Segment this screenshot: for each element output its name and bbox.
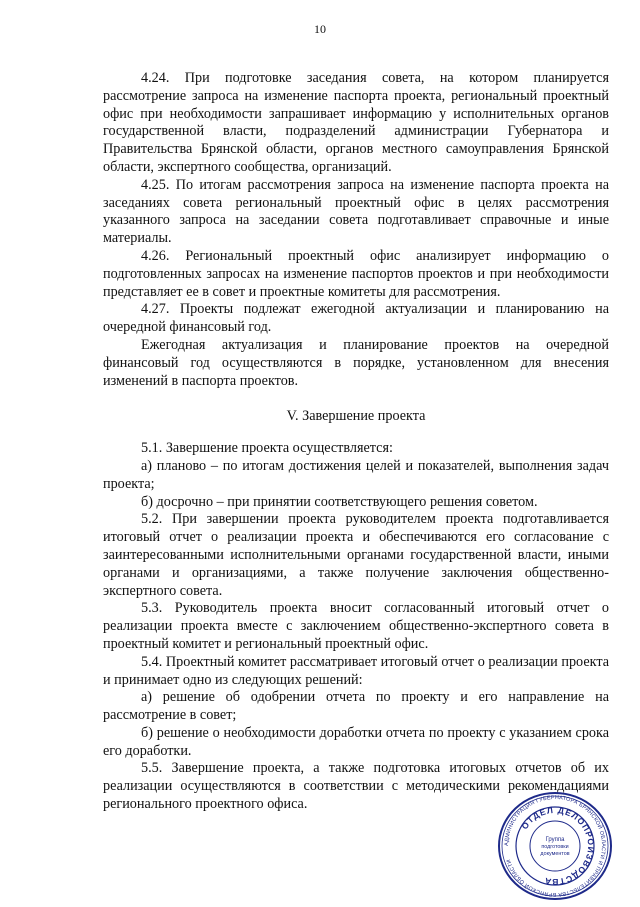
paragraph-5-4-a: а) решение об одобрении отчета по проекту и его направление на рассмотрение в совет; bbox=[103, 689, 609, 724]
office-stamp bbox=[495, 790, 615, 902]
paragraph-5-1-a: а) планово – по итогам достижения целей и показателей, выполнения задач проекта; bbox=[103, 457, 609, 492]
paragraph-4-26: 4.26. Региональный проектный офис анализирует информацию о подготовленных запросах на изменение паспортов проектов и при необходимости представляет ее в совет и проектные комитеты для рассмотрения. bbox=[103, 247, 609, 300]
stamp-center-line-2: подготовки bbox=[541, 844, 569, 850]
paragraph-5-3: 5.3. Руководитель проекта вносит согласованный итоговый отчет о реализации проекта вместе с заключением общественно-экспертного совета в проектный комитет и региональный проектный офис. bbox=[103, 600, 609, 652]
paragraph-5-5: 5.5. Завершение проекта, а также подготовка итоговых отчетов об их реализации осуществляются в соответствии с методическими рекомендациями регионального проектного офиса. bbox=[103, 760, 609, 813]
paragraph-5-2: 5.2. При завершении проекта руководителем проекта подготавливается итоговый отчет о реализации проекта и обеспечиваются его согласование с заинтересованными исполнительными органами государственной власти, иными органами и организациями, а также получение заключения общественно-экспертного совета. bbox=[103, 511, 609, 599]
paragraph-annual-update: Ежегодная актуализация и планирование проектов на очередной финансовый год осуществляются в порядке, установленном для внесения изменений в паспорта проектов. bbox=[103, 336, 609, 389]
paragraph-5-1: 5.1. Завершение проекта осуществляется: bbox=[141, 440, 393, 457]
paragraph-4-24: 4.24. При подготовке заседания совета, на котором планируется рассмотрение запроса на изменение паспорта проекта, региональный проектный офис при необходимости запрашивает информацию у исполнительных органов государственной власти, подразделений администрации Губернатора и Правительства Брянской области, органов местного самоуправления Брянской области, экспертного сообщества, организаций. bbox=[103, 70, 609, 175]
stamp-outer-text: АДМИНИСТРАЦИЯ ГУБЕРНАТОРА БРЯНСКОЙ ОБЛАСТИ И ПРАВИТЕЛЬСТВА БРЯНСКОЙ ОБЛАСТИ bbox=[503, 794, 607, 898]
stamp-center-line-1: Группа bbox=[545, 837, 565, 843]
stamp-inner-text: ОТДЕЛ ДЕЛОПРОИЗВОДСТВА bbox=[519, 804, 597, 888]
stamp-seal-icon bbox=[495, 790, 615, 902]
paragraph-4-27: 4.27. Проекты подлежат ежегодной актуализации и планированию на очередной финансовый год. bbox=[103, 301, 609, 336]
paragraph-5-4-b: б) решение о необходимости доработки отчета по проекту с указанием срока его доработки. bbox=[103, 724, 609, 759]
paragraph-5-4: 5.4. Проектный комитет рассматривает итоговый отчет о реализации проекта и принимает одно из следующих решений: bbox=[103, 653, 609, 688]
section-title: V. Завершение проекта bbox=[286, 408, 426, 425]
paragraph-4-25: 4.25. По итогам рассмотрения запроса на изменение паспорта проекта на заседаниях совета региональный проектный офис в целях рассмотрения указанного запроса на заседании совета подготавливает справочные и иные материалы. bbox=[103, 176, 609, 247]
page-number: 10 bbox=[314, 22, 326, 36]
stamp-center-line-3: документов bbox=[540, 851, 570, 857]
paragraph-5-1-b: б) досрочно – при принятии соответствующего решения советом. bbox=[141, 493, 538, 510]
document-body bbox=[103, 70, 609, 814]
